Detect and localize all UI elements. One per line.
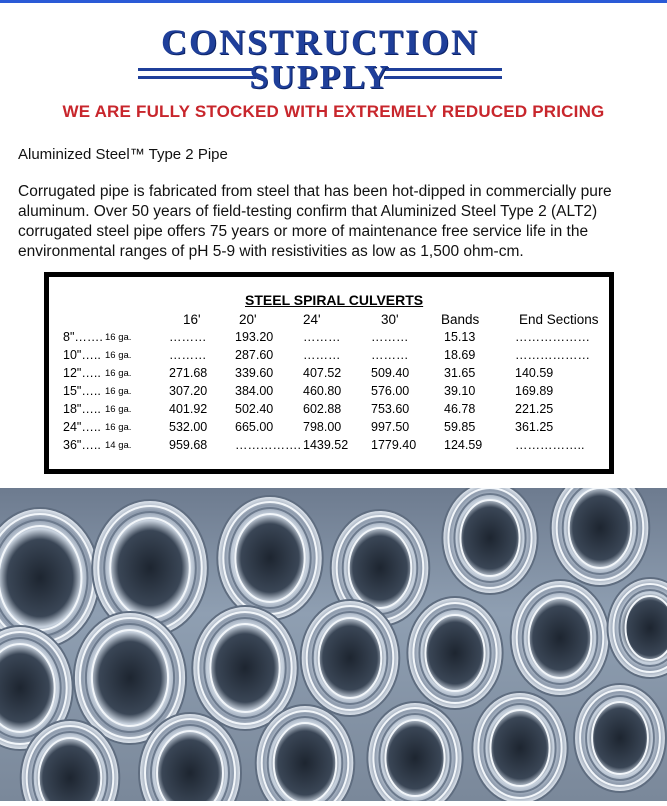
column-header: End Sections: [519, 312, 599, 327]
price-cell: …………….: [235, 438, 301, 452]
price-cell: 287.60: [235, 348, 273, 362]
pipe-gauge: 16 ga.: [105, 368, 131, 379]
column-header: 16': [183, 312, 201, 327]
pipe-size: 10"…..: [63, 348, 101, 362]
corrugated-pipes-image: [0, 488, 667, 801]
column-header: 30': [381, 312, 399, 327]
pipe-stack-photo: [0, 488, 667, 801]
table-title: STEEL SPIRAL CULVERTS: [245, 292, 423, 308]
price-cell: 15.13: [444, 330, 475, 344]
price-cell: 59.85: [444, 420, 475, 434]
price-cell: 307.20: [169, 384, 207, 398]
price-cell: 221.25: [515, 402, 553, 416]
price-cell: 460.80: [303, 384, 341, 398]
product-description: Corrugated pipe is fabricated from steel that has been hot-dipped in commercially pure aluminum. Over 50 years of field-testing confirm that Aluminized Steel Type 2 (ALT2) corrugated steel pipe offers 75 years or more of maintenance free service life in the environmental ranges of pH 5-9 with resistivities as low as 1,500 ohm-cm.: [18, 182, 658, 262]
price-cell: 509.40: [371, 366, 409, 380]
price-cell: ………………: [515, 330, 590, 344]
price-cell: 169.89: [515, 384, 553, 398]
price-cell: 407.52: [303, 366, 341, 380]
price-cell: ………………: [515, 348, 590, 362]
price-cell: 602.88: [303, 402, 341, 416]
price-cell: 576.00: [371, 384, 409, 398]
pipe-size: 36"…..: [63, 438, 101, 452]
price-cell: 532.00: [169, 420, 207, 434]
pipe-end: [574, 684, 666, 792]
price-cell: 997.50: [371, 420, 409, 434]
price-cell: 384.00: [235, 384, 273, 398]
pipe-gauge: 14 ga.: [105, 440, 131, 451]
logo-line-2: SUPPLY: [130, 60, 510, 96]
price-cell: 1779.40: [371, 438, 416, 452]
price-cell: ………: [303, 348, 341, 362]
pipe-size: 12"…..: [63, 366, 101, 380]
pipe-end: [367, 702, 462, 801]
pipe-end: [301, 600, 400, 716]
price-cell: ………: [371, 348, 409, 362]
pipe-size: 8"…….: [63, 330, 103, 344]
pipe-gauge: 16 ga.: [105, 422, 131, 433]
price-cell: ………: [371, 330, 409, 344]
price-cell: ……………..: [515, 438, 584, 452]
tagline: WE ARE FULLY STOCKED WITH EXTREMELY REDUCED PRICING: [0, 102, 667, 122]
pipe-gauge: 16 ga.: [105, 332, 131, 343]
product-title: Aluminized Steel™ Type 2 Pipe: [18, 146, 228, 163]
construction-supply-logo: [130, 22, 510, 96]
pipe-end: [217, 496, 322, 620]
pipe-gauge: 16 ga.: [105, 404, 131, 415]
price-table: [44, 272, 614, 474]
pipe-end: [407, 597, 502, 709]
pipe-end: [472, 692, 567, 801]
price-cell: 46.78: [444, 402, 475, 416]
price-cell: 39.10: [444, 384, 475, 398]
price-cell: 18.69: [444, 348, 475, 362]
price-cell: 665.00: [235, 420, 273, 434]
pipe-end: [551, 488, 650, 586]
column-header: 24': [303, 312, 321, 327]
price-cell: 959.68: [169, 438, 207, 452]
price-cell: 361.25: [515, 420, 553, 434]
pipe-end: [608, 578, 667, 678]
price-cell: ………: [169, 348, 207, 362]
price-cell: 271.68: [169, 366, 207, 380]
pipe-size: 18"…..: [63, 402, 101, 416]
logo-line-1: CONSTRUCTION: [130, 22, 510, 62]
top-border: [0, 0, 667, 3]
column-header: Bands: [441, 312, 479, 327]
pipe-size: 24"…..: [63, 420, 101, 434]
price-cell: ………: [303, 330, 341, 344]
pipe-size: 15"…..: [63, 384, 101, 398]
pipe-gauge: 16 ga.: [105, 350, 131, 361]
price-cell: 1439.52: [303, 438, 348, 452]
price-cell: ………: [169, 330, 207, 344]
pipe-end: [511, 580, 610, 696]
price-cell: 401.92: [169, 402, 207, 416]
column-header: 20': [239, 312, 257, 327]
price-cell: 753.60: [371, 402, 409, 416]
pipe-gauge: 16 ga.: [105, 386, 131, 397]
price-cell: 31.65: [444, 366, 475, 380]
pipe-end: [442, 488, 537, 594]
price-cell: 193.20: [235, 330, 273, 344]
price-cell: 339.60: [235, 366, 273, 380]
price-cell: 124.59: [444, 438, 482, 452]
price-cell: 502.40: [235, 402, 273, 416]
price-cell: 798.00: [303, 420, 341, 434]
price-cell: 140.59: [515, 366, 553, 380]
